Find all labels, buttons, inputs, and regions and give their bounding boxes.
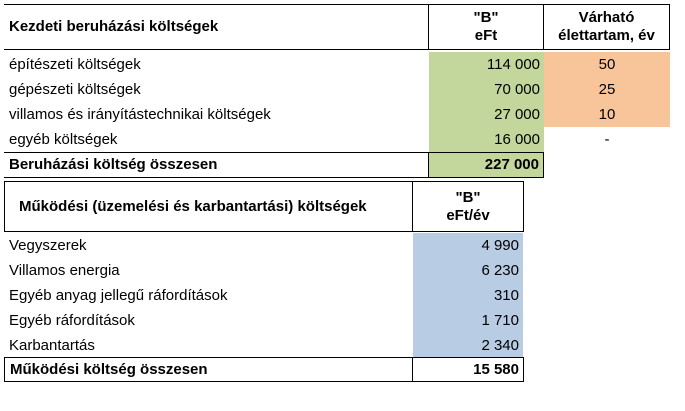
table2-row-value: 2 340 (413, 333, 523, 358)
table1-total-label: Beruházási költség összesen (4, 152, 429, 178)
table1-row-life: 25 (544, 77, 670, 102)
table1-row-value: 27 000 (429, 102, 544, 127)
table1-row-value: 16 000 (429, 127, 544, 152)
table2-header-b-line2: eFt/év (446, 206, 490, 224)
table1-row-life: - (604, 130, 610, 148)
table2-total-label: Működési költség összesen (4, 357, 413, 382)
table1-header-b-column (429, 4, 544, 50)
table2-row-label: Egyéb ráfordítások (9, 311, 135, 329)
table2-row-label: Vegyszerek (9, 236, 87, 254)
table1-row-label: villamos és irányítástechnikai költségek (9, 105, 271, 123)
table1-header-b-line1: "B" (473, 9, 499, 26)
table1-row-label: egyéb költségek (9, 130, 118, 148)
table1-row-value: 70 000 (429, 77, 544, 102)
table2-header-b-column (413, 181, 524, 232)
table1-row-label: gépészeti költségek (9, 80, 141, 98)
table1-header-title: Kezdeti beruházási költségek (4, 4, 429, 50)
table1-header-b-line2: eFt (474, 27, 498, 44)
table1-row-life: 10 (544, 102, 670, 127)
table2-row-label: Egyéb anyag jellegű ráfordítások (9, 286, 228, 304)
table1-row-label: építészeti költségek (9, 55, 141, 73)
table1-total-value: 227 000 (429, 152, 544, 178)
table2-row-label: Karbantartás (9, 336, 95, 354)
table1-header-life-line1: Várható (578, 9, 635, 26)
table2-row-label: Villamos energia (9, 261, 120, 279)
table1-header-life-column (544, 4, 670, 50)
table2-row-value: 6 230 (413, 258, 523, 283)
table2-row-value: 1 710 (413, 308, 523, 333)
table2-row-value: 310 (413, 283, 523, 308)
table2-header-title: Működési (üzemelési és karbantartási) költségek (4, 181, 413, 232)
table1-row-life: 50 (544, 52, 670, 77)
table2-header-b-line1: "B" (455, 188, 481, 206)
table1-row-value: 114 000 (429, 52, 544, 77)
table1-header-life-line2: élettartam, év (558, 27, 655, 44)
table2-row-value: 4 990 (413, 233, 523, 258)
table2-total-value: 15 580 (413, 357, 524, 382)
